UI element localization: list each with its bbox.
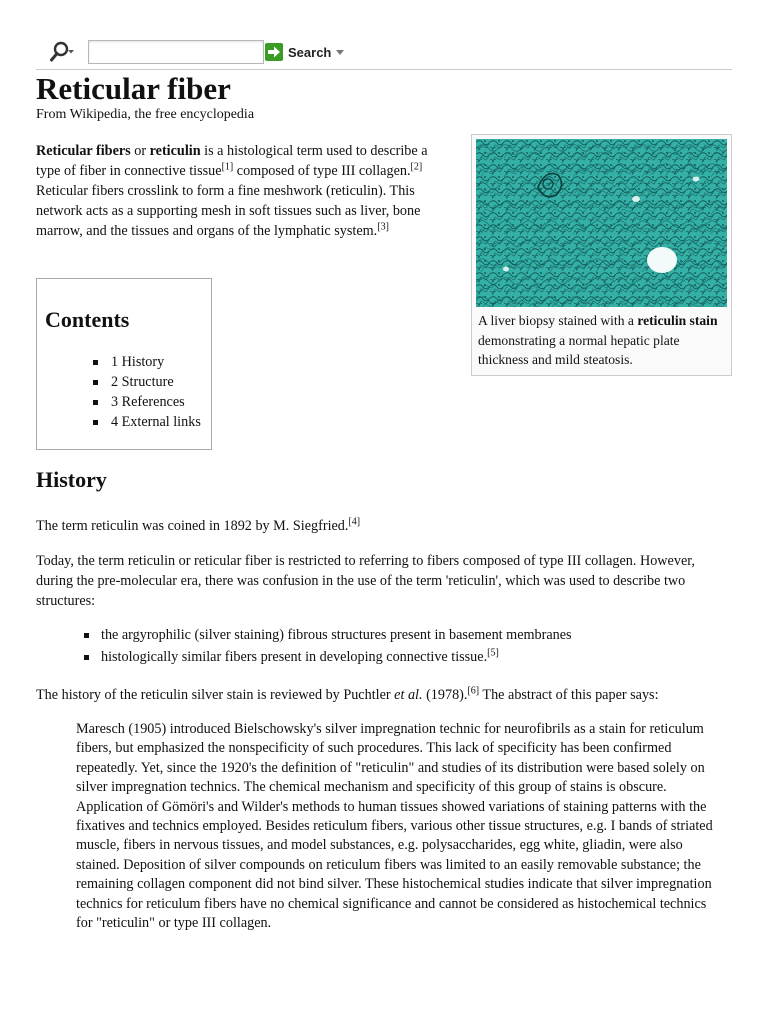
list-item: histologically similar fibers present in developing connective tissue.[5] bbox=[36, 647, 572, 669]
term-reticular-fibers: Reticular fibers bbox=[36, 143, 131, 159]
citation-link[interactable]: [4] bbox=[348, 516, 361, 528]
citation-link[interactable]: [1] bbox=[221, 161, 234, 173]
page-subtitle: From Wikipedia, the free encyclopedia bbox=[36, 107, 255, 122]
toc-item-external-links[interactable]: 4 External links bbox=[37, 412, 201, 432]
search-button[interactable] bbox=[265, 41, 344, 63]
figure-thumbnail bbox=[471, 134, 732, 376]
chevron-down-icon[interactable] bbox=[336, 50, 344, 55]
intro-paragraph: Reticular fibers or reticulin is a histological term used to describe a type of fiber in connective tissue[1] composed of type III collagen.[2] Reticular fibers crosslink to form a fine meshwork (reticulin). This network acts as a supporting mesh in soft tissues such as liver, bone marrow, and the tissues and organs of the lymphatic system.[3] bbox=[36, 143, 428, 239]
reticulin-stain-link[interactable]: reticulin stain bbox=[637, 313, 718, 328]
page-title: Reticular fiber bbox=[36, 71, 231, 106]
liver-biopsy-image[interactable] bbox=[476, 139, 727, 307]
toc-item-history[interactable]: 1 History bbox=[37, 352, 201, 372]
citation-link[interactable]: [6] bbox=[467, 685, 480, 697]
search-button-label: Search bbox=[288, 44, 332, 60]
toc-list bbox=[37, 352, 201, 432]
structures-list bbox=[36, 625, 572, 669]
toc-item-references[interactable]: 3 References bbox=[37, 392, 201, 412]
search-toolbar bbox=[36, 37, 732, 70]
citation-link[interactable]: [2] bbox=[410, 161, 423, 173]
figure-caption: A liver biopsy stained with a reticulin stain demonstrating a normal hepatic plate thickness and mild steatosis. bbox=[478, 313, 718, 367]
go-arrow-icon bbox=[265, 43, 283, 61]
section-heading-history: History bbox=[36, 467, 107, 492]
table-of-contents bbox=[36, 278, 212, 450]
toc-item-structure[interactable]: 2 Structure bbox=[37, 372, 201, 392]
citation-link[interactable]: [3] bbox=[377, 221, 389, 233]
abstract-quote: Maresch (1905) introduced Bielschowsky's silver impregnation technic for neurofibrils as a stain for reticulum fibers, but emphasized the nonspecificity of such procedures. This lack of specificity has been confirmed repeatedly. Yet, since the 1920's the definition of "reticulin" and studies of its distribution were based solely on silver impregnation technics. The chemical mechanism and specificity of this group of stains is obscure. Application of Gömöri's and Wilder's methods to human tissues showed variations of staining patterns with the fixatives and technics employed. Besides reticulum fibers, various other tissue structures, e.g. I bands of striated muscle, fibers in nervous tissues, and model substances, e.g. polysaccharides, egg white, gliadin, were also stained. Deposition of silver compounds on reticulum fibers was limited to an easily removable substance; the remaining collagen component did not bind silver. These histochemical studies indicate that silver impregnation technics for reticulum fibers have no chemical significance and cannot be considered as histochemical technics for "reticulin" or type III collagen. bbox=[76, 721, 713, 932]
toc-title: Contents bbox=[45, 307, 130, 332]
history-paragraph-3: The history of the reticulin silver stain is reviewed by Puchtler et al. (1978).[6] The abstract of this paper says: bbox=[36, 685, 659, 703]
term-reticulin: reticulin bbox=[149, 143, 201, 159]
search-input[interactable] bbox=[88, 40, 264, 64]
history-paragraph-2: Today, the term reticulin or reticular fiber is restricted to referring to fibers composed of type III collagen. However, during the pre-molecular era, there was confusion in the use of the term 'reticulin', which was used to describe two structures: bbox=[36, 553, 695, 609]
citation-link[interactable]: [5] bbox=[487, 647, 499, 659]
history-paragraph-1: The term reticulin was coined in 1892 by M. Siegfried.[4] bbox=[36, 516, 361, 534]
list-item: the argyrophilic (silver staining) fibrous structures present in basement membranes bbox=[36, 625, 572, 647]
magnifier-icon[interactable] bbox=[49, 40, 75, 64]
